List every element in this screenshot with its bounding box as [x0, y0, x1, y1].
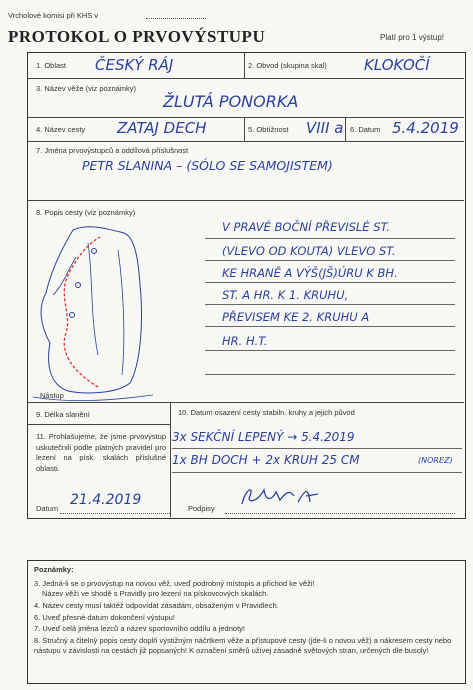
- field9-label: 9. Délka slanění: [36, 410, 90, 419]
- note-item-3: 4. Název cesty musí taktéž odpovídat zásadám, obsaženým v Pravidlech.: [34, 601, 279, 610]
- date-label: Datum: [36, 504, 59, 513]
- field6-label: 6. Datum: [350, 125, 381, 134]
- row4-divider-a: [244, 117, 245, 141]
- validity-note: Platí pro 1 výstup!: [380, 33, 445, 42]
- date-value: 21.4.2019: [70, 492, 142, 508]
- row9-divider: [170, 402, 171, 517]
- field4-value: ZATAJ DECH: [117, 119, 207, 137]
- desc-rule-5: [205, 326, 455, 327]
- route-topo-sketch: [28, 215, 158, 405]
- field5-value: VIII a: [306, 119, 344, 137]
- signature-image: [236, 482, 346, 512]
- field10-line1: 3x SEKČNÍ LEPENÝ → 5.4.2019: [172, 430, 355, 444]
- row3-bottom: [27, 117, 464, 118]
- desc-rule-7: [205, 374, 455, 375]
- route-path: [64, 237, 100, 387]
- route-desc-line-5: PŘEVISEM KE 2. KRUHU A: [222, 310, 370, 324]
- field6-value: 5.4.2019: [392, 119, 459, 137]
- desc-rule-3: [205, 282, 455, 283]
- signature-dotline: [225, 513, 455, 514]
- desc-rule-4: [205, 304, 455, 305]
- field1-value: ČESKÝ RÁJ: [95, 56, 174, 74]
- route-desc-line-4: ST. A HR. K 1. KRUHU,: [222, 288, 349, 302]
- route-desc-line-6: HR. H.T.: [222, 334, 268, 348]
- f10-rule-2: [172, 472, 462, 473]
- note-item-5: 7. Uveď celá jména lezců a název sportovního oddílu a jednoty!: [34, 624, 245, 633]
- row9-bottom: [27, 424, 170, 425]
- field10-line2: 1x BH DOCH + 2x KRUH 25 CM: [172, 453, 360, 467]
- bolt-mark-1: [70, 313, 75, 318]
- field4-label: 4. Název cesty: [36, 125, 86, 134]
- route-desc-line-3: KE HRANĚ A VÝŠ(JŠ)ÚRU K BH.: [222, 266, 398, 280]
- desc-rule-2: [205, 260, 455, 261]
- page-title: PROTOKOL O PRVOVÝSTUPU: [8, 27, 266, 46]
- note-item-4: 6. Uveď přesné datum dokončení výstupu!: [34, 613, 175, 622]
- committee-dotline: [146, 18, 206, 19]
- field2-value: KLOKOČÍ: [364, 56, 430, 74]
- desc-rule-1: [205, 238, 455, 239]
- row1-divider: [244, 52, 245, 78]
- signature-label: Podpisy: [188, 504, 215, 513]
- note-item-1: 3. Jedná-li se o prvovýstup na novou věž, uveď podrobný místopis a přichod ke věži!: [34, 579, 315, 588]
- route-desc-line-1: V PRAVÉ BOČNÍ PŘEVISLÉ ST.: [222, 220, 390, 234]
- rock-line-c: [118, 250, 124, 375]
- field5-label: 5. Obtížnost: [248, 125, 289, 134]
- row4-divider-b: [345, 117, 346, 141]
- note-item-2: Název věží ve shodě s Pravidly pro lezení na pískovcových skalách.: [42, 589, 269, 598]
- date-dotline: [60, 513, 170, 514]
- row1-bottom: [27, 78, 464, 79]
- row7-bottom: [27, 200, 464, 201]
- field7-label: 7. Jména prvovýstupců a oddílová příslušnost: [36, 146, 189, 155]
- note-item-6: 8. Stručný a čitelný popis cesty doplň výstižným náčrtkem věže a přístupové cesty (jde-li o novou věž) a nákresem cesty nebo nástupu v závislosti na cestách již popsaných! K označení směrů užívej zásadně světových stran, určených dle busoly!: [34, 636, 452, 655]
- topo-start-label: Nástup: [40, 391, 64, 400]
- field10-label: 10. Datum osazení cesty stabiln. kruhy a jejich původ: [178, 408, 355, 417]
- route-desc-line-2: (VLEVO OD KOUTA) VLEVO ST.: [222, 244, 396, 258]
- committee-label: Vrcholové komisi při KHS v: [8, 11, 99, 20]
- bolt-mark-2: [76, 283, 81, 288]
- bolt-mark-3: [92, 249, 97, 254]
- field3-label: 3. Název věže (viz poznámky): [36, 84, 137, 93]
- field7-value: PETR SLANINA – (SÓLO SE SAMOJISTEM): [82, 158, 333, 173]
- row8-bottom: [27, 402, 464, 403]
- f10-rule-1: [172, 448, 462, 449]
- field3-value: ŽLUTÁ PONORKA: [163, 92, 299, 111]
- field8-label: 8. Popis cesty (viz poznámky): [36, 208, 136, 217]
- field2-label: 2. Obvod (skupina skal): [248, 61, 327, 70]
- notes-heading: Poznámky:: [34, 565, 74, 574]
- row4-bottom: [27, 141, 464, 142]
- rock-line-b: [88, 243, 98, 355]
- field1-label: 1. Oblast: [36, 61, 67, 70]
- field11-declaration: 11. Prohlašujeme, že jsme prvovýstup uskutečnili podle platných pravidel pro lezení na písk. skalách příslušné oblasti.: [36, 432, 166, 473]
- desc-rule-6: [205, 350, 455, 351]
- field10-tag: (NOREZ): [418, 456, 453, 465]
